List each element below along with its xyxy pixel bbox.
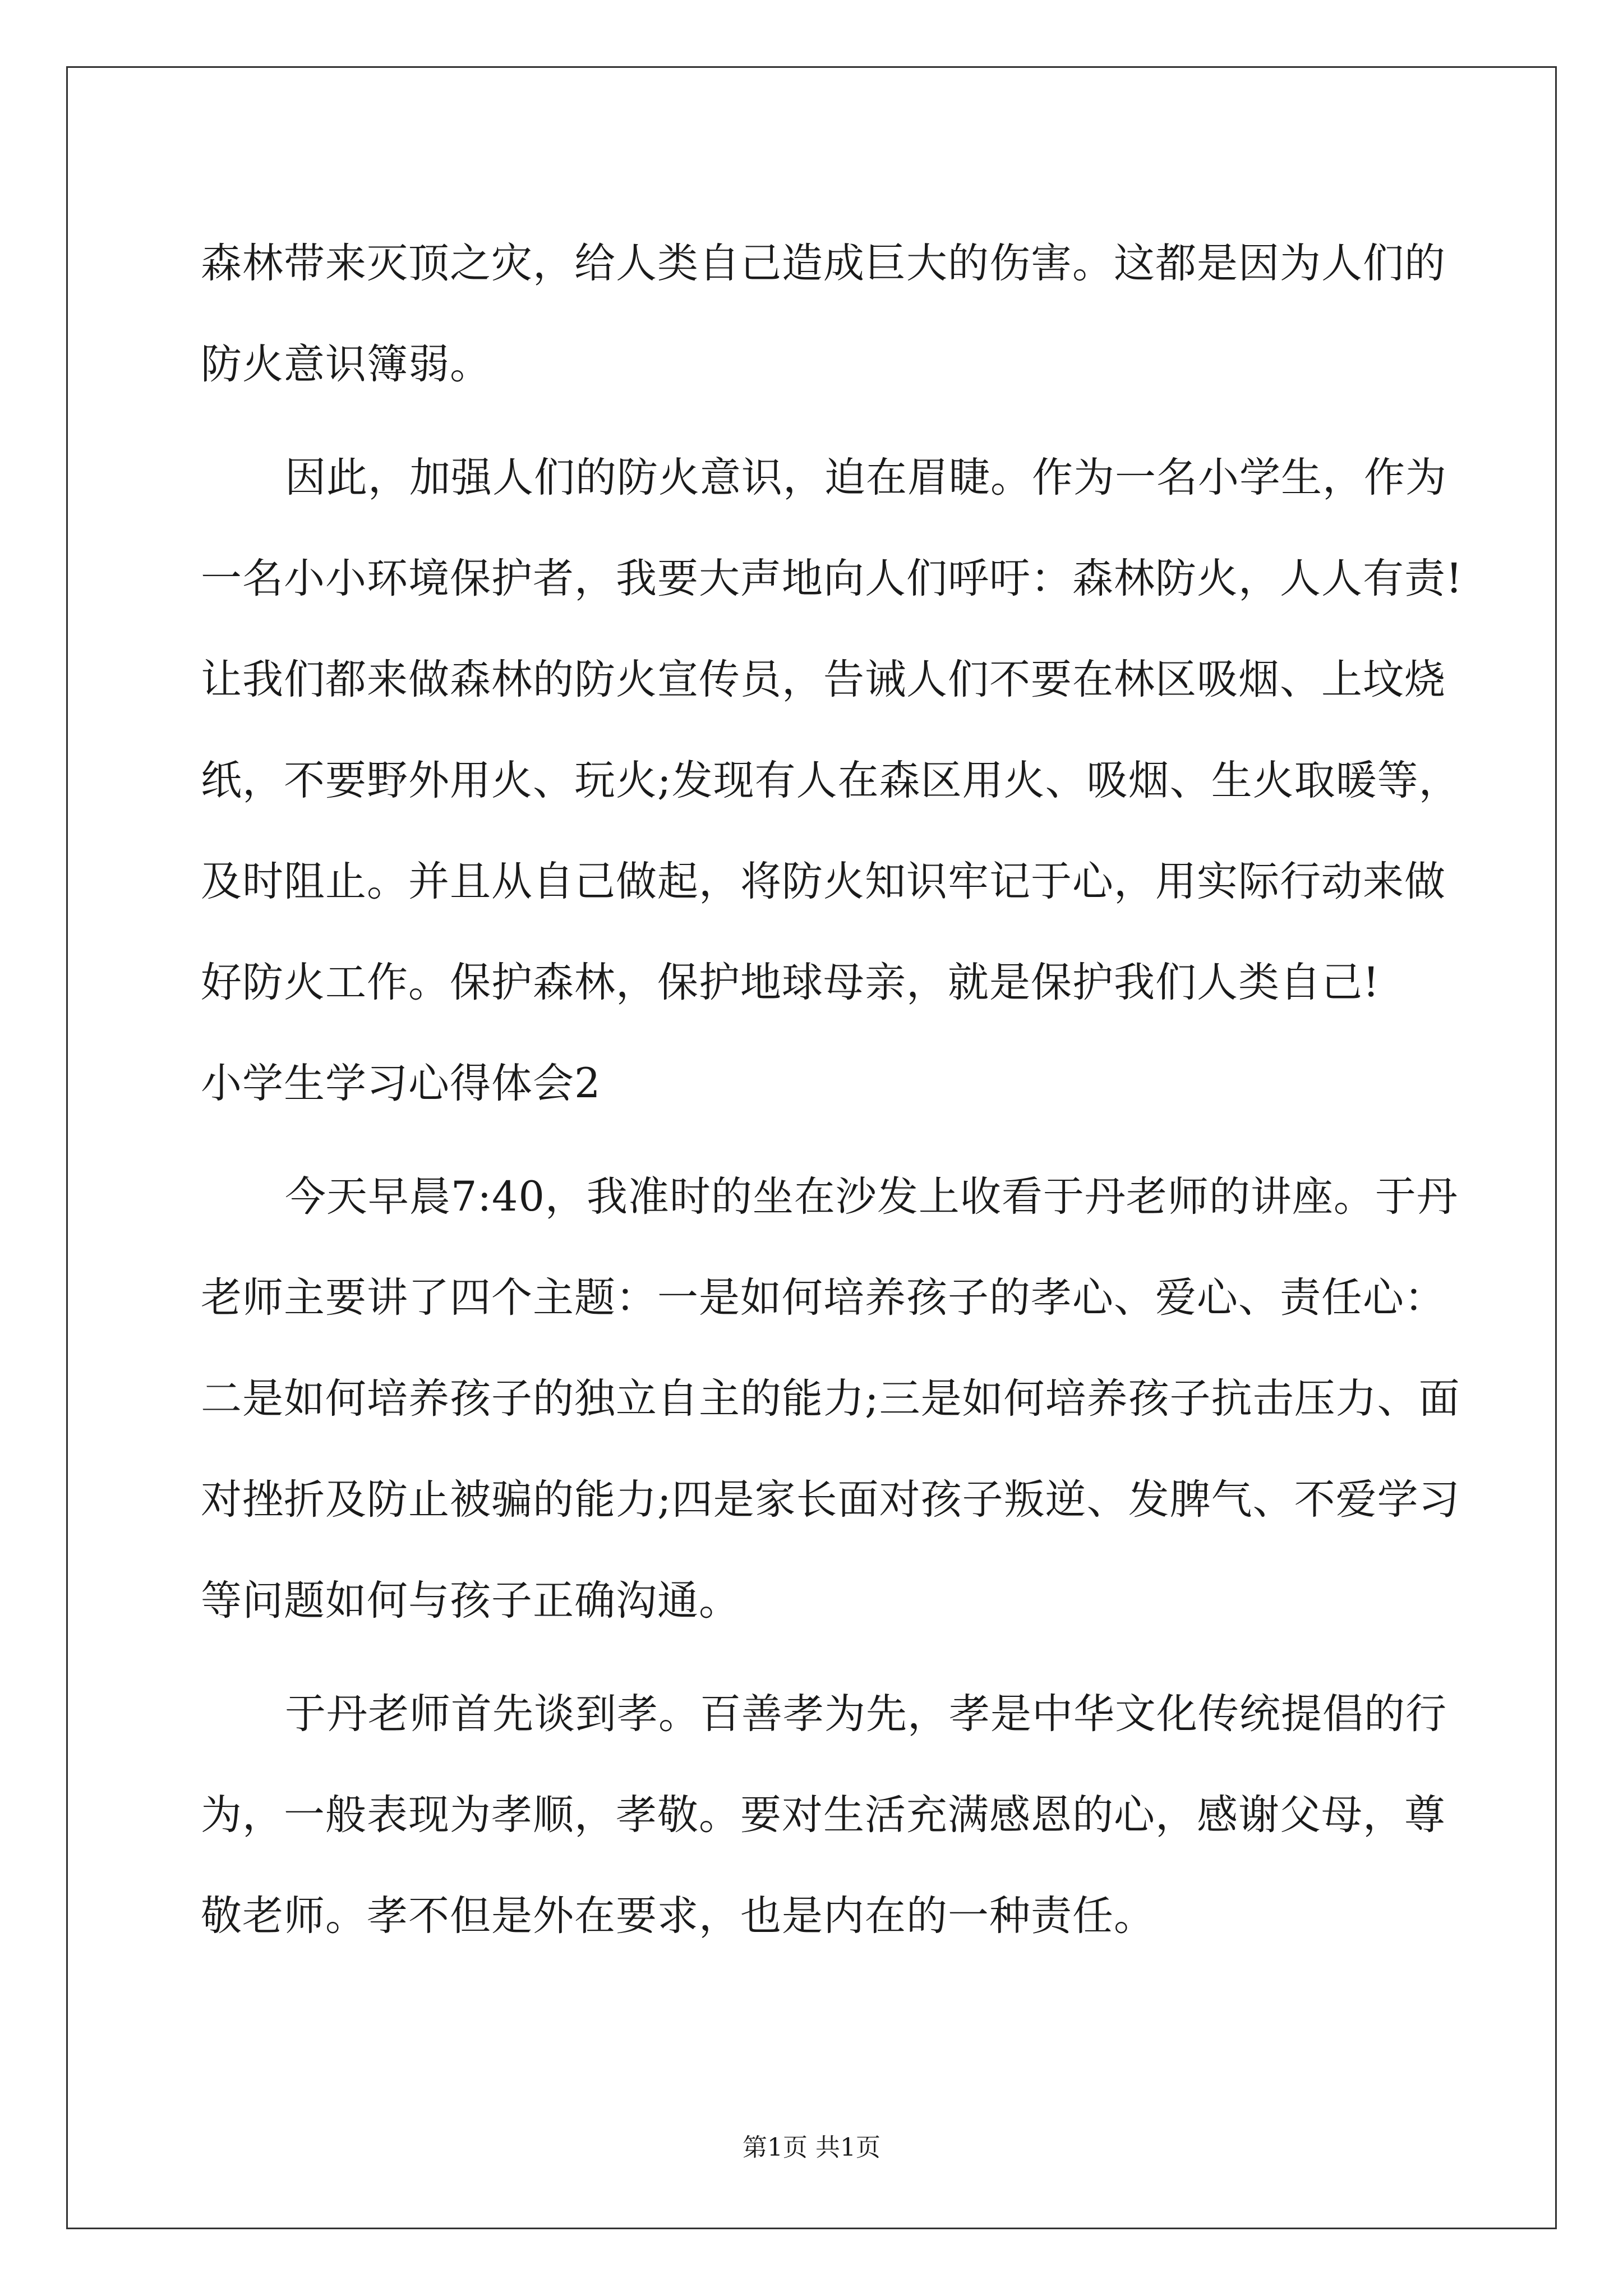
text-line: 因此，加强人们的防火意识，迫在眉睫。作为一名小学生，作为 (285, 454, 1447, 501)
text-line: 及时阻止。并且从自己做起，将防火知识牢记于心，用实际行动来做 (201, 858, 1446, 905)
text-line: 老师主要讲了四个主题：一是如何培养孩子的孝心、爱心、责任心： (201, 1274, 1446, 1322)
text-line: 二是如何培养孩子的独立自主的能力;三是如何培养孩子抗击压力、面 (201, 1375, 1460, 1423)
text-line: 等问题如何与孩子正确沟通。 (201, 1577, 740, 1625)
text-line: 一名小小环境保护者，我要大声地向人们呼吁：森林防火，人人有责! (201, 555, 1463, 602)
text-line: 让我们都来做森林的防火宣传员，告诫人们不要在林区吸烟、上坟烧 (201, 656, 1446, 703)
text-line: 防火意识簿弱。 (201, 341, 491, 388)
document-body (201, 213, 1463, 1967)
text-line: 对挫折及防止被骗的能力;四是家长面对孩子叛逆、发脾气、不爱学习 (201, 1476, 1460, 1524)
text-line: 为，一般表现为孝顺，孝敬。要对生活充满感恩的心，感谢父母，尊 (201, 1791, 1446, 1839)
text-line: 今天早晨7:40，我准时的坐在沙发上收看于丹老师的讲座。于丹 (285, 1173, 1458, 1221)
text-line: 敬老师。孝不但是外在要求，也是内在的一种责任。 (201, 1892, 1155, 1940)
text-line: 纸，不要野外用火、玩火;发现有人在森区用火、吸烟、生火取暖等， (201, 757, 1460, 804)
page-number-footer: 第1页 共1页 (743, 2133, 880, 2162)
text-line: 好防火工作。保护森林，保护地球母亲，就是保护我们人类自己! (201, 959, 1380, 1006)
text-line: 于丹老师首先谈到孝。百善孝为先，孝是中华文化传统提倡的行 (285, 1690, 1447, 1738)
text-line: 森林带来灭顶之灾，给人类自己造成巨大的伤害。这都是因为人们的 (201, 240, 1446, 287)
section-heading: 小学生学习心得体会2 (201, 1060, 601, 1107)
